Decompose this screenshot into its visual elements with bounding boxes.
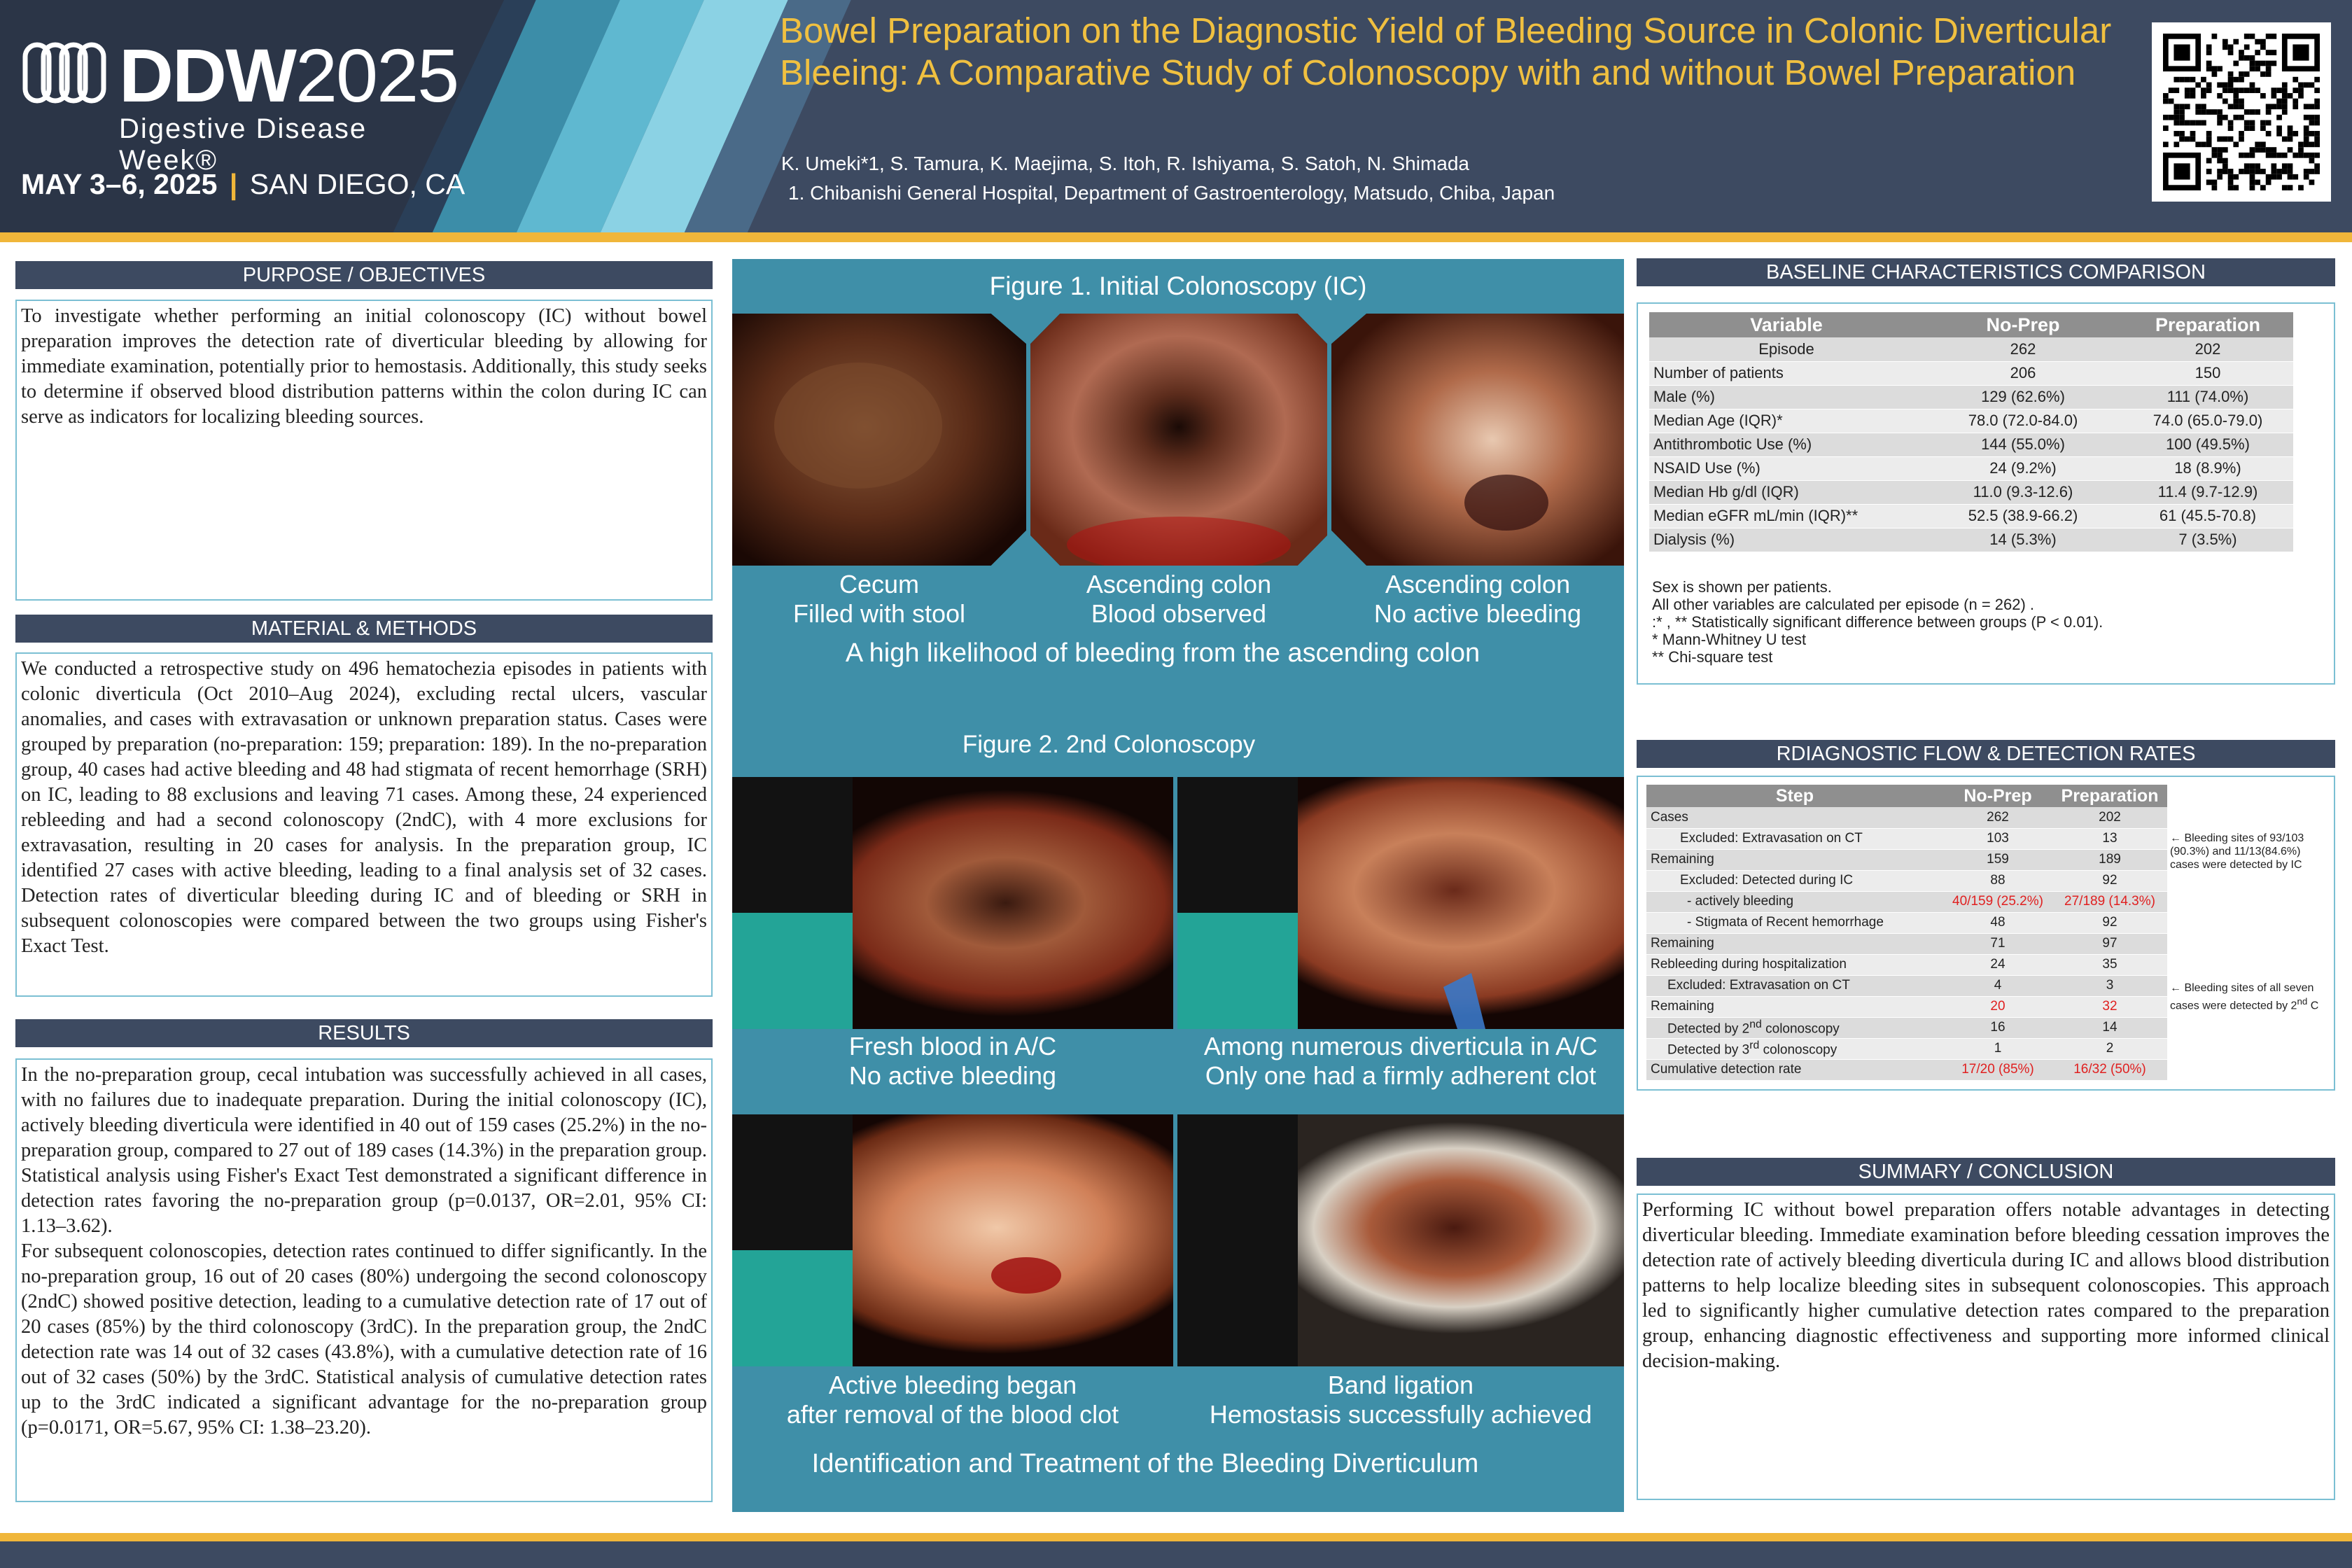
baseline-row <box>1649 456 2293 480</box>
poster-title: Bowel Preparation on the Diagnostic Yield of Bleeding Source in Colonic Diverticular Bleeing: A Comparative Study of Colonoscopy with and without Bowel Preparation <box>780 10 2112 92</box>
flow-prep-cell: 3 <box>2052 975 2167 996</box>
baseline-variable-cell: Antithrombotic Use (%) <box>1649 433 1924 456</box>
logo-subtitle: Digestive Disease Week® <box>119 113 368 176</box>
baseline-noprep-cell: 11.0 (9.3-12.6) <box>1924 480 2122 504</box>
flow-step-cell: Cumulative detection rate <box>1646 1059 1943 1080</box>
header-accent-bar <box>0 232 2352 242</box>
figure-2-title: Figure 2. 2nd Colonoscopy <box>962 731 1256 758</box>
flow-step-cell: Rebleeding during hospitalization <box>1646 954 1943 975</box>
second-c-caption-1 <box>732 1032 1173 1091</box>
baseline-row <box>1649 528 2293 552</box>
baseline-noprep-cell: 206 <box>1924 361 2122 385</box>
baseline-noprep-cell: 24 (9.2%) <box>1924 456 2122 480</box>
affiliation: 1. Chibanishi General Hospital, Department of Gastroenterology, Matsudo, Chiba, Japan <box>788 182 1555 204</box>
second-c-caption-4-line2: Hemostasis successfully achieved <box>1209 1400 1592 1429</box>
flow-prep-cell: 2 <box>2052 1038 2167 1059</box>
baseline-row <box>1649 361 2293 385</box>
second-c-photo-adherent-clot <box>1177 777 1624 1029</box>
baseline-table <box>1649 312 2293 552</box>
ic-caption-2 <box>1030 570 1327 629</box>
baseline-note: * Mann-Whitney U test <box>1652 631 1807 648</box>
second-c-photo-active-bleeding <box>732 1114 1173 1366</box>
baseline-note: Sex is shown per patients. <box>1652 578 1832 596</box>
baseline-variable-cell: Median Hb g/dl (IQR) <box>1649 480 1924 504</box>
flow-col-noprep: No-Prep <box>1943 785 2052 807</box>
flow-note-2ndc: ← Bleeding sites of all seven cases were detected by 2nd C <box>2170 982 2319 1012</box>
baseline-col-noprep: No-Prep <box>1924 312 2122 337</box>
baseline-prep-cell: 11.4 (9.7-12.9) <box>2122 480 2293 504</box>
baseline-prep-cell: 111 (74.0%) <box>2122 385 2293 409</box>
flow-prep-cell: 16/32 (50%) <box>2052 1059 2167 1080</box>
baseline-variable-cell: Median eGFR mL/min (IQR)** <box>1649 504 1924 528</box>
flow-row <box>1646 912 2167 933</box>
second-c-caption-4-line1: Band ligation <box>1327 1371 1474 1399</box>
flow-row <box>1646 807 2167 828</box>
figure-1-conclusion: A high likelihood of bleeding from the ascending colon <box>845 638 1480 668</box>
flow-noprep-cell: 262 <box>1943 807 2052 828</box>
baseline-noprep-cell: 78.0 (72.0-84.0) <box>1924 409 2122 433</box>
logo-year: 2025 <box>295 33 458 118</box>
footer-accent-bar <box>0 1533 2352 1541</box>
flow-step-cell: Remaining <box>1646 849 1943 870</box>
baseline-col-prep: Preparation <box>2122 312 2293 337</box>
results-box <box>15 1058 713 1502</box>
location-text: SAN DIEGO, CA <box>249 168 465 200</box>
flow-noprep-cell: 20 <box>1943 996 2052 1017</box>
baseline-col-variable: Variable <box>1649 312 1924 337</box>
ddw-logo-icon <box>21 38 112 108</box>
qr-code[interactable] <box>2152 22 2331 202</box>
flow-col-step: Step <box>1646 785 1943 807</box>
flow-step-cell: Remaining <box>1646 933 1943 954</box>
ic-caption-3-line1: Ascending colon <box>1385 570 1571 598</box>
baseline-note: ** Chi-square test <box>1652 648 1773 666</box>
ic-caption-3 <box>1331 570 1624 629</box>
methods-box <box>15 652 713 997</box>
second-c-caption-1-line1: Fresh blood in A/C <box>848 1032 1057 1060</box>
summary-text: Performing IC without bowel preparation offers notable advantages in detecting diverticular bleeding. Immediate examination before bleeding cessation improves the detection rate of actively bleeding diverticula during IC and allows blood distribution patterns to help localize bleeding sites in subsequent colonoscopies. This approach led to significantly higher cumulative detection rates compared to the preparation group, enhancing diagnostic effectiveness and supporting more informed clinical decision-making. <box>1642 1199 2330 1372</box>
ic-photo-cecum <box>732 314 1026 566</box>
baseline-row <box>1649 480 2293 504</box>
second-c-caption-3 <box>732 1371 1173 1429</box>
ic-photo-ascending-blood <box>1030 314 1327 566</box>
baseline-noprep-cell: 52.5 (38.9-66.2) <box>1924 504 2122 528</box>
results-paragraph-1: In the no-preparation group, cecal intubation was successfully achieved in all cases, with no failures due to inadequate preparation. During the initial colonoscopy (IC), actively bleeding diverticula were identified in 40 out of 159 cases (25.2%) in the no-preparation group, compared to 27 out of 189 cases (14.3%) in the preparation group. Statistical analysis using Fisher's Exact Test demonstrated a significant difference in detection rates favoring the no-preparation group (p=0.0137, OR=2.01, 95% CI: 1.13–3.62). <box>21 1064 707 1237</box>
logo-brand: DDW <box>119 33 295 118</box>
baseline-variable-cell: Episode <box>1649 337 1924 361</box>
baseline-prep-cell: 61 (45.5-70.8) <box>2122 504 2293 528</box>
flow-noprep-cell: 1 <box>1943 1038 2052 1059</box>
ic-caption-1 <box>732 570 1026 629</box>
flow-prep-cell: 13 <box>2052 828 2167 849</box>
poster-header <box>0 0 2352 232</box>
ic-photo-ascending-no-bleeding <box>1331 314 1624 566</box>
flow-step-cell: Cases <box>1646 807 1943 828</box>
flow-prep-cell: 35 <box>2052 954 2167 975</box>
flow-noprep-cell: 88 <box>1943 870 2052 891</box>
flow-noprep-cell: 159 <box>1943 849 2052 870</box>
author-list: K. Umeki*1, S. Tamura, K. Maejima, S. Itoh, R. Ishiyama, S. Satoh, N. Shimada <box>781 153 1469 174</box>
flow-step-cell: Excluded: Extravasation on CT <box>1646 975 1943 996</box>
flow-row <box>1646 870 2167 891</box>
flow-header-row <box>1646 785 2167 807</box>
results-paragraph-2: For subsequent colonoscopies, detection rates continued to differ significantly. In the no-preparation group, 16 out of 20 cases (80%) undergoing the second colonoscopy (2ndC) showed positive detection, leading to a cumulative detection rate of 17 out of 20 cases (85%) by the third colonoscopy (3rdC). In the preparation group, the 2ndC detection rate was 14 out of 32 cases (43.8%), with a cumulative detection rate of 16 out of 32 cases (50%) by the 3rdC. Statistical analysis of cumulative detection rates up to the 3rdC indicated a significant advantage for the no-preparation group (p=0.0171, OR=5.67, 95% CI: 1.38–23.20). <box>21 1240 707 1438</box>
second-c-caption-2-line2: Only one had a firmly adherent clot <box>1205 1061 1597 1090</box>
baseline-note: :* , ** Statistically significant difference between groups (P < 0.01). <box>1652 613 2104 631</box>
flow-prep-cell: 27/189 (14.3%) <box>2052 891 2167 912</box>
ic-caption-3-line2: No active bleeding <box>1373 599 1582 628</box>
purpose-heading: PURPOSE / OBJECTIVES <box>15 261 713 289</box>
logo-wordmark <box>119 34 458 118</box>
flow-prep-cell: 92 <box>2052 912 2167 933</box>
flow-noprep-cell: 16 <box>1943 1017 2052 1038</box>
ic-caption-2-line1: Ascending colon <box>1086 570 1272 598</box>
purpose-box <box>15 300 713 601</box>
flow-prep-cell: 32 <box>2052 996 2167 1017</box>
second-c-caption-2-line1: Among numerous diverticula in A/C <box>1203 1032 1598 1060</box>
figure-panel <box>732 259 1624 1512</box>
endoscope-info-strip <box>1177 777 1298 1029</box>
baseline-noprep-cell: 144 (55.0%) <box>1924 433 2122 456</box>
flow-row <box>1646 1017 2167 1038</box>
flow-step-cell: Excluded: Detected during IC <box>1646 870 1943 891</box>
figure-2-conclusion: Identification and Treatment of the Bleeding Diverticulum <box>811 1449 1479 1478</box>
flow-noprep-cell: 103 <box>1943 828 2052 849</box>
baseline-prep-cell: 18 (8.9%) <box>2122 456 2293 480</box>
baseline-notes <box>1652 578 2282 666</box>
baseline-prep-cell: 7 (3.5%) <box>2122 528 2293 552</box>
flow-row <box>1646 1059 2167 1080</box>
baseline-variable-cell: Dialysis (%) <box>1649 528 1924 552</box>
conference-dates <box>21 168 465 201</box>
flow-row <box>1646 1038 2167 1059</box>
methods-heading: MATERIAL & METHODS <box>15 615 713 643</box>
summary-heading: SUMMARY / CONCLUSION <box>1637 1158 2335 1186</box>
flow-note-ic: ← Bleeding sites of 93/103 (90.3%) and 11/13(84.6%) cases were detected by IC <box>2170 832 2304 871</box>
baseline-prep-cell: 150 <box>2122 361 2293 385</box>
baseline-row <box>1649 385 2293 409</box>
flow-prep-cell: 14 <box>2052 1017 2167 1038</box>
baseline-variable-cell: Number of patients <box>1649 361 1924 385</box>
purpose-text: To investigate whether performing an initial colonoscopy (IC) without bowel preparation improves the detection rate of diverticular bleeding by allowing for immediate examination, potentially prior to hemostasis. Additionally, this study seeks to determine if observed blood distribution patterns within the colon during IC can serve as indicators for localizing bleeding sources. <box>21 305 707 428</box>
baseline-prep-cell: 74.0 (65.0-79.0) <box>2122 409 2293 433</box>
second-c-caption-1-line2: No active bleeding <box>848 1061 1057 1090</box>
flow-step-cell: Detected by 2nd colonoscopy <box>1646 1017 1943 1038</box>
baseline-heading: BASELINE CHARACTERISTICS COMPARISON <box>1637 258 2335 286</box>
endoscope-info-strip <box>1177 1114 1298 1366</box>
flow-noprep-cell: 4 <box>1943 975 2052 996</box>
ic-caption-2-line2: Blood observed <box>1091 599 1267 628</box>
second-c-caption-4 <box>1177 1371 1624 1429</box>
flow-row <box>1646 954 2167 975</box>
qr-code-icon <box>2163 34 2320 190</box>
flow-col-prep: Preparation <box>2052 785 2167 807</box>
flow-step-cell: Excluded: Extravasation on CT <box>1646 828 1943 849</box>
baseline-variable-cell: NSAID Use (%) <box>1649 456 1924 480</box>
flow-noprep-cell: 24 <box>1943 954 2052 975</box>
baseline-prep-cell: 100 (49.5%) <box>2122 433 2293 456</box>
second-c-caption-3-line2: after removal of the blood clot <box>786 1400 1119 1429</box>
second-c-photo-fresh-blood <box>732 777 1173 1029</box>
flow-prep-cell: 92 <box>2052 870 2167 891</box>
baseline-variable-cell: Male (%) <box>1649 385 1924 409</box>
flow-row <box>1646 975 2167 996</box>
ddw-logo <box>21 33 469 176</box>
flow-step-cell: - actively bleeding <box>1646 891 1943 912</box>
baseline-header-row <box>1649 312 2293 337</box>
second-c-photo-band-ligation <box>1177 1114 1624 1366</box>
second-c-caption-2 <box>1177 1032 1624 1091</box>
summary-box <box>1637 1194 2335 1500</box>
methods-text: We conducted a retrospective study on 496 hematochezia episodes in patients with colonic diverticula (Oct 2010–Aug 2024), excluding rectal ulcers, vascular anomalies, and cases with extravasation or unknown preparation status. Cases were grouped by preparation (no-preparation: 159; preparation: 189). In the no-preparation group, 40 cases had active bleeding and 48 had stigmata of recent hemorrhage (SRH) on IC, leading to 88 exclusions and leaving 71 cases. Among these, 24 experienced rebleeding and had a second colonoscopy (2ndC), with 4 more exclusions for extravasation, resulting in 20 cases for analysis. In the preparation group, IC identified 27 cases with active bleeding, leading to a final analysis set of 32 cases. Detection rates of diverticular bleeding during IC and of bleeding or SRH in subsequent colonoscopies were compared between the two groups using Fisher's Exact Test. <box>21 658 707 957</box>
flow-noprep-cell: 48 <box>1943 912 2052 933</box>
endoscope-info-strip <box>732 1114 853 1366</box>
baseline-note: All other variables are calculated per episode (n = 262) . <box>1652 596 2035 613</box>
flow-row <box>1646 996 2167 1017</box>
flow-prep-cell: 189 <box>2052 849 2167 870</box>
baseline-row <box>1649 409 2293 433</box>
flow-step-cell: Remaining <box>1646 996 1943 1017</box>
results-heading: RESULTS <box>15 1019 713 1047</box>
endoscope-info-strip <box>732 777 853 1029</box>
flow-row <box>1646 828 2167 849</box>
dates-text: MAY 3–6, 2025 <box>21 168 218 200</box>
baseline-prep-cell: 202 <box>2122 337 2293 361</box>
flow-row <box>1646 933 2167 954</box>
baseline-noprep-cell: 262 <box>1924 337 2122 361</box>
flow-noprep-cell: 40/159 (25.2%) <box>1943 891 2052 912</box>
flow-prep-cell: 97 <box>2052 933 2167 954</box>
baseline-row <box>1649 504 2293 528</box>
flow-prep-cell: 202 <box>2052 807 2167 828</box>
dates-separator: | <box>229 168 238 200</box>
flow-step-cell: Detected by 3rd colonoscopy <box>1646 1038 1943 1059</box>
baseline-variable-cell: Median Age (IQR)* <box>1649 409 1924 433</box>
baseline-noprep-cell: 129 (62.6%) <box>1924 385 2122 409</box>
poster-footer <box>0 1541 2352 1568</box>
flow-table <box>1646 785 2167 1081</box>
baseline-row <box>1649 337 2293 361</box>
baseline-noprep-cell: 14 (5.3%) <box>1924 528 2122 552</box>
flow-heading: RDIAGNOSTIC FLOW & DETECTION RATES <box>1637 740 2335 768</box>
flow-row <box>1646 891 2167 912</box>
flow-noprep-cell: 17/20 (85%) <box>1943 1059 2052 1080</box>
flow-step-cell: - Stigmata of Recent hemorrhage <box>1646 912 1943 933</box>
flow-row <box>1646 849 2167 870</box>
figure-1-title: Figure 1. Initial Colonoscopy (IC) <box>989 272 1367 300</box>
ic-caption-1-line2: Filled with stool <box>792 599 966 628</box>
flow-noprep-cell: 71 <box>1943 933 2052 954</box>
baseline-row <box>1649 433 2293 456</box>
second-c-caption-3-line1: Active bleeding began <box>828 1371 1077 1399</box>
ic-caption-1-line1: Cecum <box>839 570 920 598</box>
